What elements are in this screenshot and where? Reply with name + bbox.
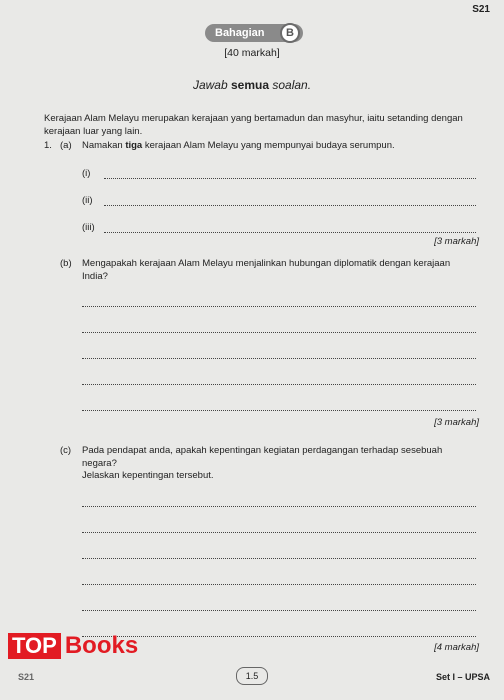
answer-line-1c-3[interactable] (82, 558, 476, 559)
answer-line-1a-iii[interactable] (104, 232, 476, 233)
q1a-marks: [3 markah] (434, 236, 479, 247)
q1a-label: (a) (60, 140, 72, 151)
intro-paragraph: Kerajaan Alam Melayu merupakan kerajaan yang bertamadun dan masyhur, iaitu setanding dengan kerajaan luar yang lain. (44, 113, 463, 137)
section-label: Bahagian (215, 27, 265, 39)
instruction (0, 78, 504, 92)
section-marks: [40 markah] (224, 47, 280, 59)
q1a-text (82, 140, 482, 153)
question-number: 1. (44, 140, 52, 151)
answer-line-1c-5[interactable] (82, 610, 476, 611)
footer-set: Set I – UPSA (435, 672, 490, 682)
logo-top: TOP (8, 633, 61, 659)
answer-line-1b-5[interactable] (82, 410, 476, 411)
q1c-marks: [4 markah] (434, 642, 479, 653)
answer-line-1c-2[interactable] (82, 532, 476, 533)
page-number: 1.5 (236, 667, 268, 685)
q1a-text-bold: tiga (125, 140, 143, 151)
instruction-prefix: Jawab (192, 78, 231, 92)
q1a-item-label: (iii) (82, 222, 95, 233)
logo-books: Books (64, 632, 139, 659)
q1c-text: Pada pendapat anda, apakah kepentingan kegiatan perdagangan terhadap sesebuah negara? (82, 445, 443, 469)
answer-line-1a-i[interactable] (104, 178, 476, 179)
answer-line-1b-4[interactable] (82, 384, 476, 385)
topbooks-logo (8, 632, 138, 660)
answer-line-1b-2[interactable] (82, 332, 476, 333)
instruction-suffix: soalan. (269, 78, 312, 92)
answer-line-1b-1[interactable] (82, 306, 476, 307)
instruction-bold: semua (230, 78, 270, 92)
q1b-marks: [3 markah] (434, 417, 479, 428)
q1a-text-pre: Namakan (82, 140, 126, 151)
answer-line-1c-1[interactable] (82, 506, 476, 507)
answer-line-1b-3[interactable] (82, 358, 476, 359)
answer-line-1c-4[interactable] (82, 584, 476, 585)
answer-line-1c-6[interactable] (82, 636, 476, 637)
footer-code: S21 (18, 672, 35, 682)
paper-code: S21 (472, 4, 490, 15)
section-letter: B (280, 23, 300, 43)
q1a-text-post: kerajaan Alam Melayu yang mempunyai budaya serumpun. (142, 140, 395, 151)
q1c-label: (c) (60, 445, 72, 456)
q1a-item-label: (ii) (82, 195, 93, 206)
answer-line-1a-ii[interactable] (104, 205, 476, 206)
q1b-text: Mengapakah kerajaan Alam Melayu menjalinkan hubungan diplomatik dengan kerajaan India? (82, 258, 451, 282)
q1a-item-label: (i) (82, 168, 91, 179)
q1c-text2: Jelaskan kepentingan tersebut. (82, 470, 214, 481)
q1b-label: (b) (60, 258, 72, 269)
